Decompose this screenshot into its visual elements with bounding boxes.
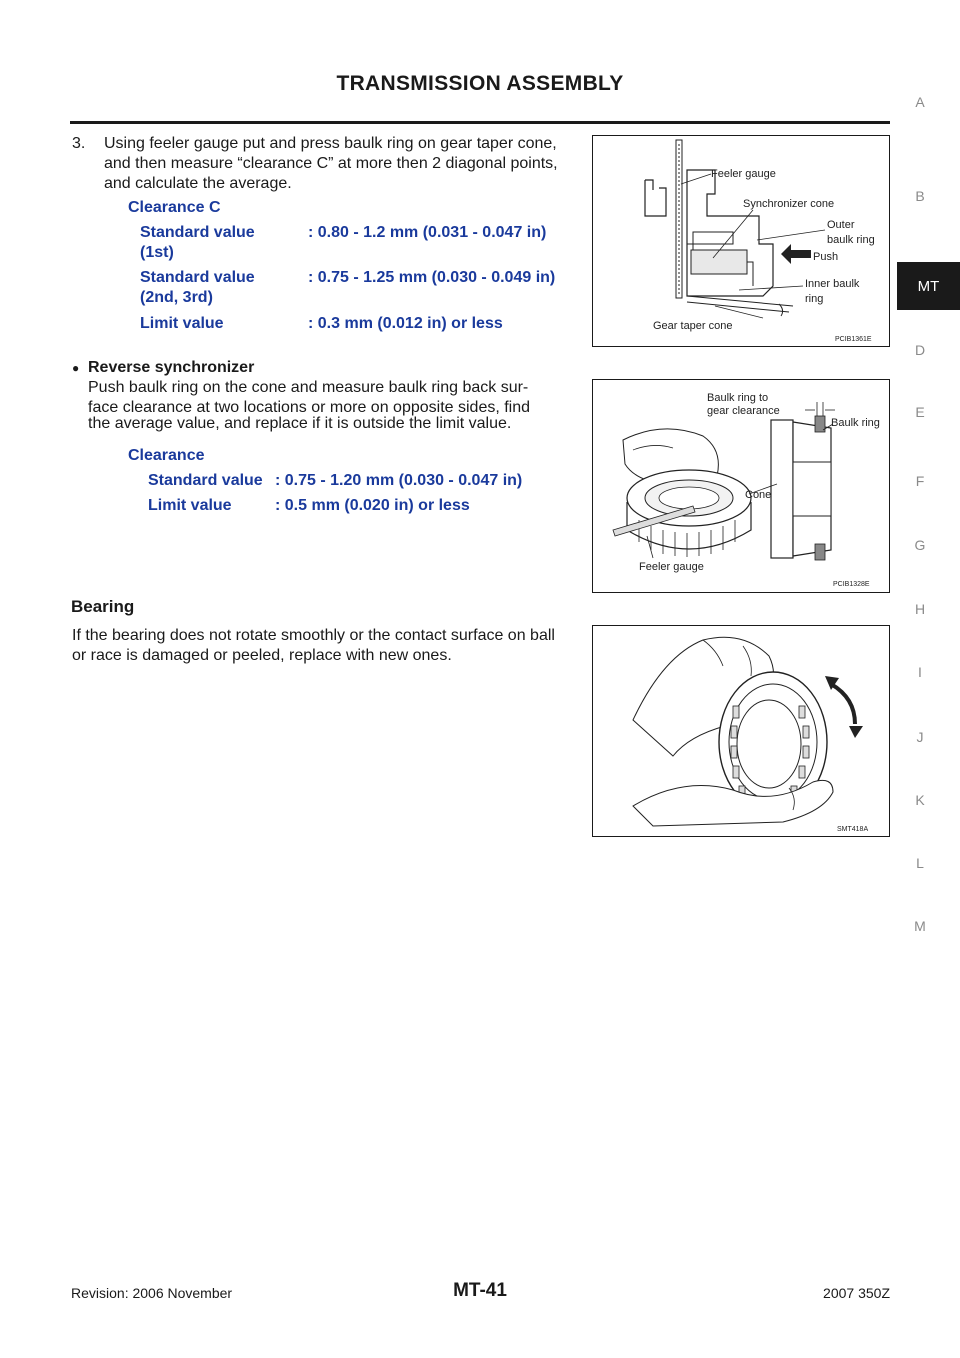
step3-spec-title: Clearance C — [128, 199, 221, 216]
fig1-label-outer2: baulk ring — [827, 234, 875, 246]
step3-row3-value: : 0.3 mm (0.012 in) or less — [308, 315, 503, 332]
fig1-label-outer1: Outer — [827, 219, 855, 231]
side-index-m[interactable]: M — [914, 918, 926, 934]
side-index-i[interactable]: I — [918, 664, 922, 680]
reverse-row1-value: : 0.75 - 1.20 mm (0.030 - 0.047 in) — [275, 472, 523, 489]
step3-row2-label2: (2nd, 3rd) — [140, 289, 213, 306]
side-index-l[interactable]: L — [916, 855, 924, 871]
fig2-label-cone: Cone — [745, 489, 772, 501]
step3-row2-label1: Standard value — [140, 269, 255, 286]
reverse-spec-title: Clearance — [128, 447, 205, 464]
side-index-e[interactable]: E — [915, 404, 925, 420]
step3-row1-value: : 0.80 - 1.2 mm (0.031 - 0.047 in) — [308, 224, 547, 241]
fig2-code: PCIB1328E — [833, 581, 870, 588]
step3-line2: and then measure “clearance C” at more then 2 diagonal points, — [104, 155, 558, 172]
bearing-heading: Bearing — [71, 597, 135, 616]
side-index-h[interactable]: H — [914, 601, 926, 617]
side-index-f[interactable]: F — [915, 473, 925, 489]
reverse-bullet: ● — [72, 361, 80, 375]
side-index-b[interactable]: B — [915, 188, 925, 204]
step3-row1-label1: Standard value — [140, 224, 255, 241]
fig3-code: SMT418A — [837, 826, 869, 833]
side-index-k[interactable]: K — [915, 792, 925, 808]
side-index-j[interactable]: J — [916, 729, 924, 745]
reverse-line2: face clearance at two locations or more on opposite sides, find — [88, 399, 531, 416]
bearing-line2: or race is damaged or peeled, replace with new ones. — [72, 647, 452, 664]
side-index-d[interactable]: D — [914, 342, 926, 358]
figure-feeler-gauge-cone — [592, 135, 890, 347]
figure-bearing-rotation — [592, 625, 890, 837]
step3-line3: and calculate the average. — [104, 175, 292, 192]
fig2-label-baulk: Baulk ring — [831, 417, 880, 429]
header-rule — [70, 121, 890, 124]
side-index-a[interactable]: A — [915, 94, 925, 110]
reverse-title: Reverse synchronizer — [88, 359, 255, 376]
step3-row2-value: : 0.75 - 1.25 mm (0.030 - 0.049 in) — [308, 269, 556, 286]
reverse-row2-value: : 0.5 mm (0.020 in) or less — [275, 497, 470, 514]
fig1-label-sync: Synchronizer cone — [743, 198, 835, 210]
side-index-mt-active[interactable]: MT — [897, 262, 960, 310]
step3-row1-label2: (1st) — [140, 244, 174, 261]
fig2-label-feeler: Feeler gauge — [639, 561, 704, 573]
side-index-g[interactable]: G — [914, 537, 926, 553]
figure-baulk-ring-clearance — [592, 379, 890, 593]
fig1-label-inner2: ring — [805, 293, 824, 305]
step3-line1: Using feeler gauge put and press baulk ring on gear taper cone, — [104, 135, 557, 152]
fig1-label-inner1: Inner baulk — [805, 278, 860, 290]
fig2-label-clear1: Baulk ring to — [707, 392, 769, 404]
step3-number: 3. — [72, 135, 86, 152]
footer-revision: Revision: 2006 November — [71, 1285, 233, 1301]
footer-model: 2007 350Z — [823, 1285, 890, 1301]
page-title: TRANSMISSION ASSEMBLY — [336, 72, 624, 95]
bearing-line1: If the bearing does not rotate smoothly or the contact surface on ball — [72, 627, 555, 644]
fig2-label-clear2: gear clearance — [707, 405, 780, 417]
reverse-line3: the average value, and replace if it is outside the limit value. — [88, 415, 512, 432]
reverse-row2-label: Limit value — [148, 497, 232, 514]
footer-page-number: MT-41 — [453, 1280, 507, 1301]
reverse-row1-label: Standard value — [148, 472, 263, 489]
fig1-label-push: Push — [813, 251, 839, 263]
fig1-label-taper: Gear taper cone — [653, 320, 733, 332]
fig1-label-feeler: Feeler gauge — [711, 168, 776, 180]
step3-row3-label: Limit value — [140, 315, 224, 332]
fig1-code: PCIB1361E — [835, 336, 872, 343]
reverse-line1: Push baulk ring on the cone and measure baulk ring back sur- — [88, 379, 529, 396]
